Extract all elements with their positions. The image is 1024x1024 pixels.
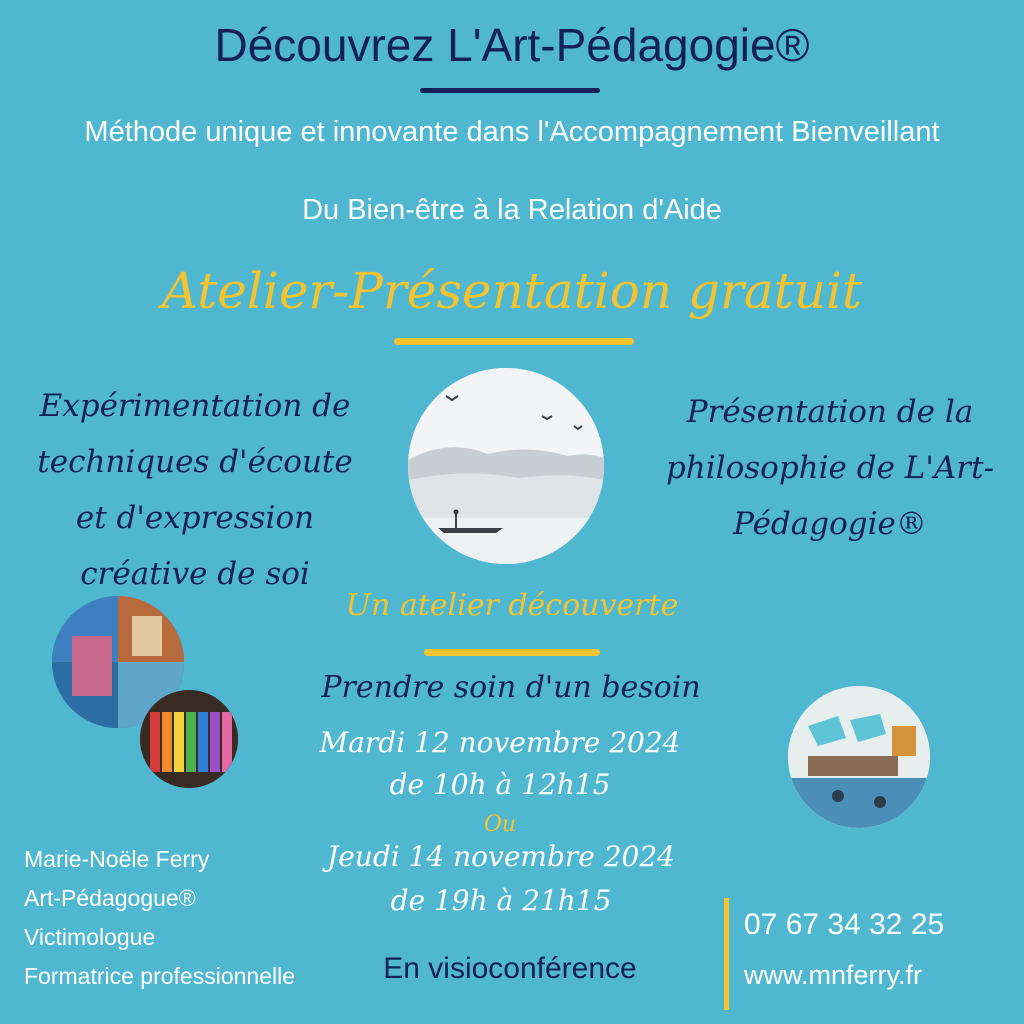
author-role: Formatrice professionnelle	[24, 963, 296, 989]
format-label: En visioconférence	[383, 952, 637, 985]
pastels-photo	[140, 690, 238, 788]
philosophy-text: Présentation de la philosophie de L'Art-Pédagogie®	[665, 394, 995, 542]
author-role: Victimologue	[24, 924, 156, 950]
or-label: Ou	[483, 812, 517, 837]
experimentation-text: Expérimentation de techniques d'écoute et d'expression créative de soi	[37, 388, 353, 592]
landscape-illustration	[408, 368, 604, 564]
tagline: Du Bien-être à la Relation d'Aide	[302, 194, 722, 226]
page-title: Découvrez L'Art-Pédagogie®	[214, 19, 810, 71]
title-underline	[420, 88, 600, 93]
session1-date: Mardi 12 novembre 2024	[319, 726, 681, 759]
discovery-label: Un atelier découverte	[345, 588, 679, 623]
contact-divider	[724, 898, 729, 1010]
gold-divider-2	[424, 649, 600, 656]
craft-photo	[788, 686, 930, 828]
need-label: Prendre soin d'un besoin	[321, 670, 701, 705]
phone-number[interactable]: 07 67 34 32 25	[744, 908, 945, 941]
author-name: Marie-Noële Ferry	[24, 846, 210, 872]
subtitle: Méthode unique et innovante dans l'Accompagnement Bienveillant	[84, 116, 940, 148]
session1-time: de 10h à 12h15	[389, 768, 611, 801]
gold-divider	[394, 338, 634, 345]
author-role: Art-Pédagogue®	[24, 885, 196, 911]
session2-date: Jeudi 14 novembre 2024	[326, 840, 675, 873]
website-link[interactable]: www.mnferry.fr	[744, 960, 923, 990]
author-block	[24, 840, 324, 996]
session2-time: de 19h à 21h15	[390, 884, 612, 917]
workshop-heading: Atelier-Présentation gratuit	[161, 262, 863, 320]
